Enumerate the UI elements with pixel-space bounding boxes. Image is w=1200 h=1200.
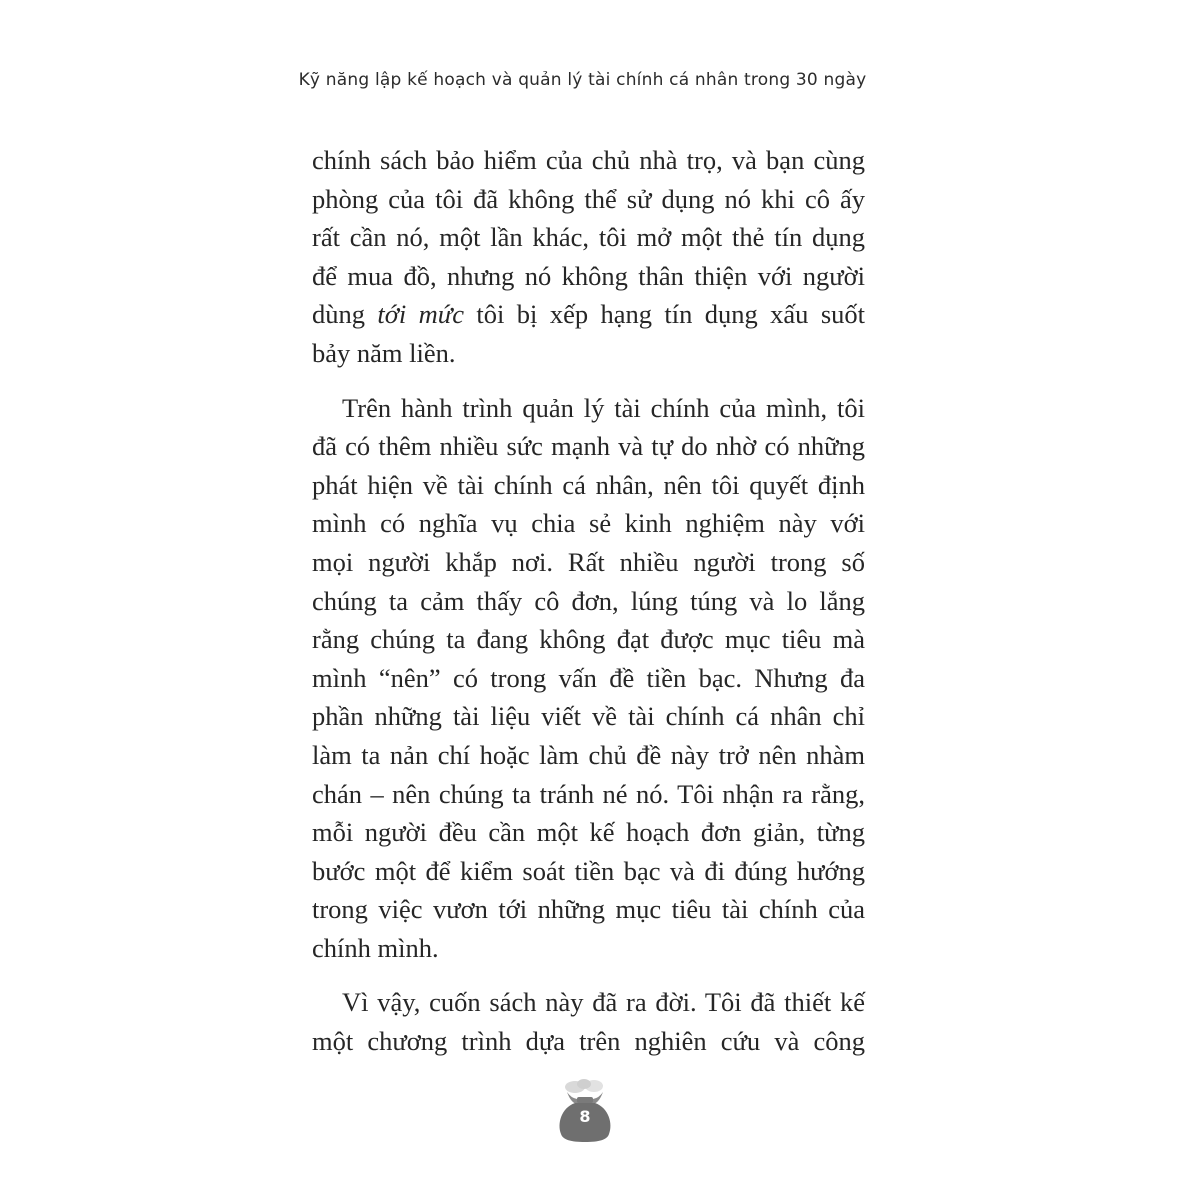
text-fragment: dùng: [312, 299, 378, 330]
text-line: rất cần nó, một lần khác, tôi mở một thẻ tín dụng: [312, 222, 865, 253]
text-fragment: tôi bị xếp hạng tín dụng xấu suốt: [464, 299, 865, 330]
text-line: Trên hành trình quản lý tài chính của mình, tôi: [342, 392, 865, 423]
text-line: mình có nghĩa vụ chia sẻ kinh nghiệm này với: [312, 508, 865, 539]
running-header: Kỹ năng lập kế hoạch và quản lý tài chính cá nhân trong 30 ngày: [298, 70, 867, 90]
text-line: phòng của tôi đã không thể sử dụng nó khi cô ấy: [312, 183, 865, 214]
text-line: đã có thêm nhiều sức mạnh và tự do nhờ có những: [312, 431, 865, 462]
body-text: [312, 141, 865, 1061]
page-number: 8: [579, 1107, 591, 1126]
text-line: Vì vậy, cuốn sách này đã ra đời. Tôi đã thiết kế: [342, 987, 865, 1018]
emphasis-text: tới mức: [377, 299, 465, 330]
text-line: mọi người khắp nơi. Rất nhiều người trong số: [312, 546, 865, 577]
text-line: làm ta nản chí hoặc làm chủ đề này trở nên nhàm: [312, 739, 865, 770]
text-line: rằng chúng ta đang không đạt được mục tiêu mà: [312, 624, 865, 655]
text-line: một chương trình dựa trên nghiên cứu và công: [312, 1026, 865, 1057]
paragraph-1: [312, 141, 865, 373]
text-line: bảy năm liền.: [312, 337, 456, 368]
paragraph-2: [312, 389, 865, 968]
text-line: trong việc vươn tới những mục tiêu tài chính của: [312, 894, 865, 925]
text-line: mình “nên” có trong vấn đề tiền bạc. Nhưng đa: [312, 662, 865, 693]
text-line: chán – nên chúng ta tránh né nó. Tôi nhận ra rằng,: [312, 778, 865, 809]
text-line: phát hiện về tài chính cá nhân, nên tôi quyết định: [312, 469, 865, 500]
paragraph-3: [312, 983, 865, 1060]
text-line: chúng ta cảm thấy cô đơn, lúng túng và lo lắng: [312, 585, 865, 616]
text-line: mỗi người đều cần một kế hoạch đơn giản, từng: [312, 817, 865, 848]
text-line: chính mình.: [312, 932, 439, 963]
text-line: để mua đồ, nhưng nó không thân thiện với người: [312, 260, 865, 291]
text-line: bước một để kiểm soát tiền bạc và đi đúng hướng: [312, 855, 865, 886]
text-line: phần những tài liệu viết về tài chính cá nhân chỉ: [312, 701, 865, 732]
text-line: chính sách bảo hiểm của chủ nhà trọ, và bạn cùng: [312, 145, 865, 175]
page-number-badge: [553, 1078, 617, 1144]
text-line: [312, 295, 865, 334]
